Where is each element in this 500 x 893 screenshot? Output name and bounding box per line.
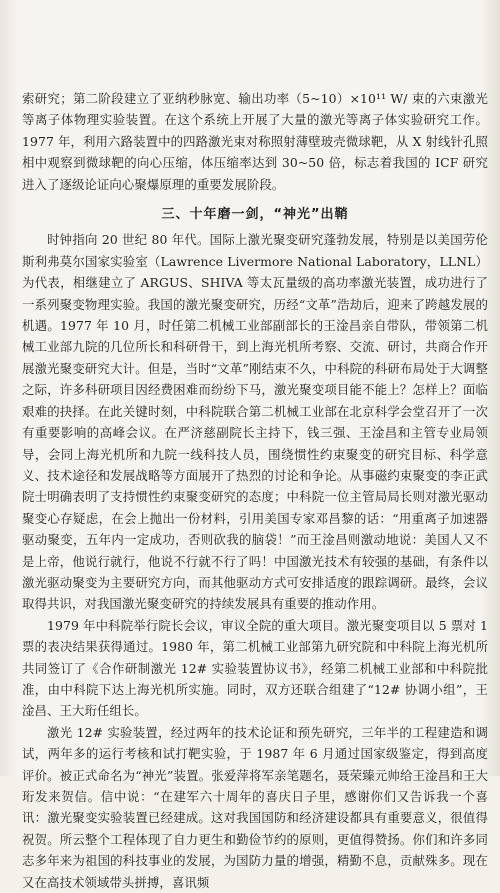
page-content [22,88,488,893]
paragraph-continued: 索研究；第二阶段建立了亚纳秒脉宽、输出功率（5~10）×10¹¹ W/ 束的六束激光等离子体物理实验装置。在这个系统上开展了大量的激光等离子体实验研究工作。1977 年，利用六路装置中的四路激光束对称照射薄壁玻壳微球靶，从 X 射线针孔照相中观察到微球靶的向心压缩，体压缩率达到 30~50 倍，标志着我国的 ICF 研究进入了逐级论证向心聚爆原理的重要发展阶段。 [22,91,488,192]
paragraph-2: 1979 年中科院举行院长会议，审议全院的重大项目。激光聚变项目以 5 票对 1 票的表决结果获得通过。1980 年，第二机械工业部第九研究院和中科院上海光机所共同签订了《合作研制激光 12# 实验装置协议书》，经第二机械工业部和中科院批准，由中科院下达上海光机所实施。同时，双方还联合组建了“12# 协调小组”，王淦昌、王大珩任组长。 [22,617,488,719]
paragraph-3: 激光 12# 实验装置，经过两年的技术论证和预先研究，三年半的工程建造和调试，两年多的运行考核和试打靶实验，于 1987 年 6 月通过国家级鉴定，得到高度评价。被正式命名为“神光”装置。张爱萍将军亲笔题名，聂荣臻元帅给王淦昌和王大珩发来贺信。信中说：“在建军六十周年的喜庆日子里，感谢你们又告诉我一个喜讯：激光聚变实验装置已经建成。这对我国国防和经济建设都具有重要意义，很值得祝贺。所云整个工程体现了自力更生和勤俭节约的原则，更值得赞扬。你们和许多同志多年来为祖国的科技事业的发展，为国防力量的增强，精勤不息，贡献殊多。现在又在高技术领域带头拼搏，喜讯频 [22,724,488,890]
paragraph-1: 时钟指向 20 世纪 80 年代。国际上激光聚变研究蓬勃发展，特别是以美国劳伦斯利弗莫尔国家实验室（Lawrence Livermore National Laboratory，LLNL）为代表，相继建立了 ARGUS、SHIVA 等太瓦量级的高功率激光装置，成功进行了一系列聚变物理实验。我国的激光聚变研究，历经“文革”浩劫后，迎来了跨越发展的机遇。1977 年 10 月，时任第二机械工业部副部长的王淦昌亲自带队，带领第二机械工业部九院的几位所长和科研骨干，到上海光机所考察、交流、研讨，共商合作开展激光聚变研究大计。但是，当时“文革”刚结束不久，中科院的科研布局处于大调整之际，许多科研项目因经费困难而纷纷下马，激光聚变项目能不能上？怎样上？面临艰难的抉择。在此关键时刻，中科院联合第二机械工业部在北京科学会堂召开了一次有重要影响的高峰会议。在严济慈副院长主持下，钱三强、王淦昌和主管专业局领导，会同上海光机所和九院一线科技人员，围绕惯性约束聚变的研究目标、科学意义、技术途径和发展战略等方面展开了热烈的讨论和争论。从事磁约束聚变的李正武院士明确表明了支持惯性约束聚变研究的态度；中科院一位主管局局长则对激光驱动聚变心存疑虑，在会上抛出一份材料，引用美国专家邓昌黎的话：“用重离子加速器驱动聚变，五年内一定成功，否则砍我的脑袋！”而王淦昌则激动地说：美国人又不是上帝，他说行就行，他说不行就不行了吗！中国激光技术有较强的基础，有条件以激光驱动聚变为主要研究方向，而其他驱动方式可安排适度的跟踪调研。最终，会议取得共识，对我国激光聚变研究的持续发展具有重要的推动作用。 [22,232,488,612]
section-title: 三、十年磨一剑，“神光”出鞘 [161,207,349,223]
